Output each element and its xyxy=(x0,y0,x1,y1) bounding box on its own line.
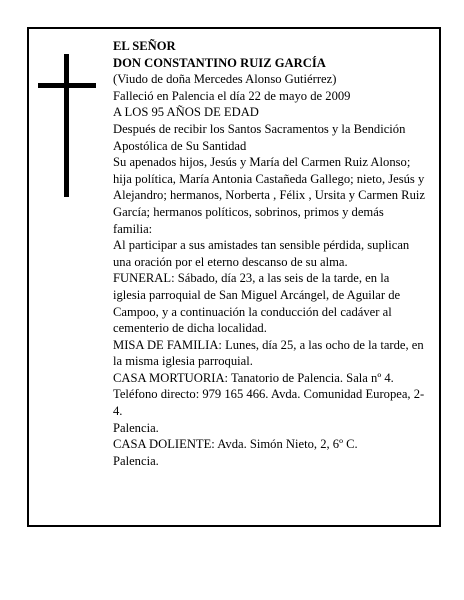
sacraments-paragraph: Después de recibir los Santos Sacramentos y la Bendición Apostólica de Su Santidad xyxy=(113,121,406,153)
cross-horizontal-bar xyxy=(38,83,96,88)
death-line: Falleció en Palencia el día 22 de mayo de 2009 xyxy=(113,88,351,103)
notice-title: EL SEÑOR xyxy=(113,39,176,53)
widower-line: (Viudo de doña Mercedes Alonso Gutiérrez) xyxy=(113,72,337,87)
cross-icon xyxy=(38,54,96,197)
family-paragraph: Su apenados hijos, Jesús y María del Carmen Ruiz Alonso; hija política, María Antonia Castañeda Gallego; nieto, Jesús y Alejandro; hermanos, Norberta , Félix , Ursita y Carmen Ruiz García; hermanos políticos, sobrinos, primos y demás familia: xyxy=(113,155,425,236)
funeral-home-city: Palencia. xyxy=(113,420,159,435)
funeral-paragraph: FUNERAL: Sábado, día 23, a las seis de la tarde, en la iglesia parroquial de San Miguel Arcángel, de Aguilar de Campoo, y a continuación la conducción del cadáver al cementerio de dicha localidad. xyxy=(113,271,401,336)
deceased-name: DON CONSTANTINO RUIZ GARCÍA xyxy=(113,55,326,70)
cross-vertical-bar xyxy=(64,54,69,197)
family-mass-paragraph: MISA DE FAMILIA: Lunes, día 25, a las ocho de la tarde, en la misma iglesia parroquial. xyxy=(113,337,424,369)
funeral-home-paragraph: CASA MORTUORIA: Tanatorio de Palencia. Sala nº 4. Teléfono directo: 979 165 466. Avda. Comunidad Europea, 2-4. xyxy=(113,370,425,419)
mourning-house-paragraph: CASA DOLIENTE: Avda. Simón Nieto, 2, 6º C. xyxy=(113,437,358,452)
obituary-text xyxy=(113,38,425,469)
age-line: A LOS 95 AÑOS DE EDAD xyxy=(113,105,259,120)
mourning-house-city: Palencia. xyxy=(113,453,159,468)
request-paragraph: Al participar a sus amistades tan sensible pérdida, suplican una oración por el eterno descanso de su alma. xyxy=(113,238,410,269)
